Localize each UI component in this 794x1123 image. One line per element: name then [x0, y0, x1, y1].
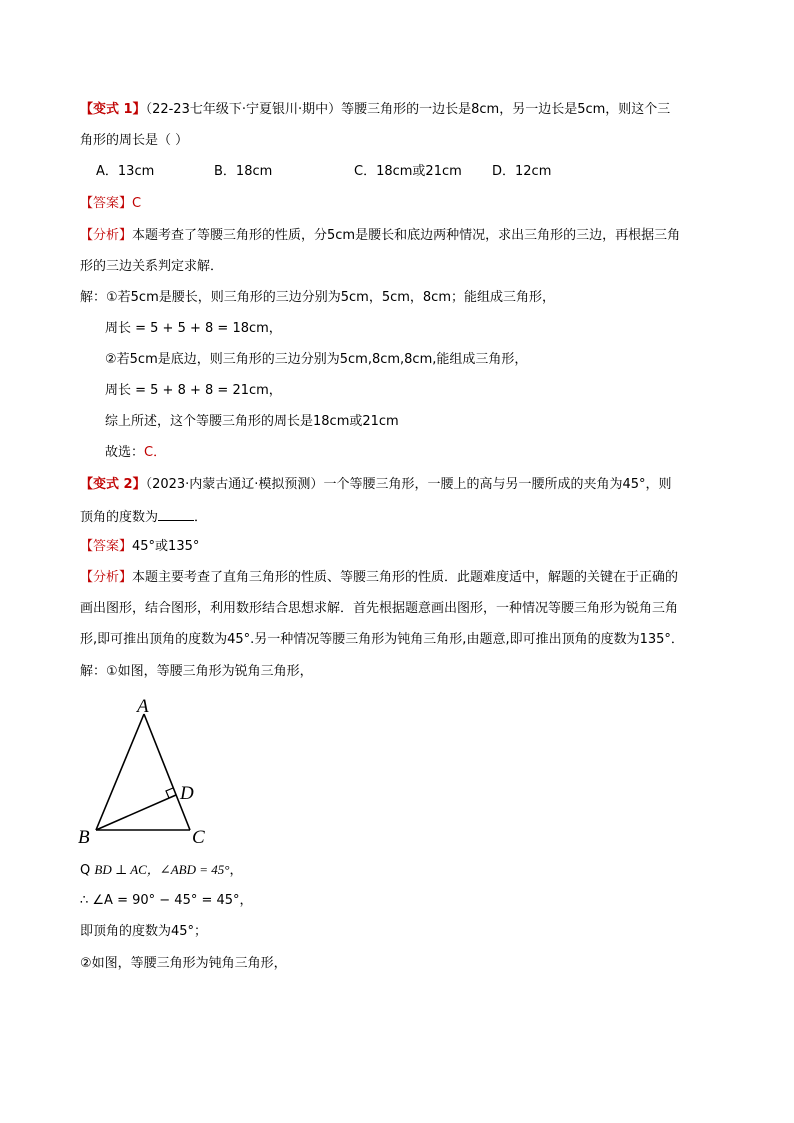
q1-solution-line-5: 综上所述，这个等腰三角形的周长是18cm或21cm	[105, 414, 399, 429]
label-a: A	[137, 696, 149, 717]
answer-blank	[158, 506, 194, 521]
label-c: C	[192, 827, 205, 848]
q2-solution-line-1: 解：①如图，等腰三角形为锐角三角形，	[80, 664, 313, 679]
q1-option-c-text: 18cm或21cm	[376, 164, 462, 179]
q1-stem-1: 等腰三角形的一边长是8cm，另一边长是5cm，则这个三	[341, 102, 671, 117]
q1-answer-tag: 【答案】	[80, 196, 133, 211]
label-b: B	[78, 827, 90, 848]
q2-step-2: ∴ ∠A = 90° − 45° = 45°，	[80, 893, 253, 908]
q1-stem-line-1	[80, 100, 670, 120]
q1-option-a-label: A．	[96, 164, 118, 179]
q1-analysis-line-1	[80, 226, 680, 246]
q2-tag: 【变式 2】	[80, 477, 146, 492]
q1-analysis-tag: 【分析】	[80, 228, 133, 243]
q1-analysis-1: 本题考查了等腰三角形的性质，分5cm是腰长和底边两种情况，求出三角形的三边，再根据三角	[132, 228, 681, 243]
q2-step-1-expr: BD ⊥ AC，∠ABD = 45°	[94, 862, 230, 877]
q2-stem-line-2	[80, 506, 207, 528]
q1-choose-value: C．	[144, 445, 167, 460]
q2-analysis-line-3: 形,即可推出顶角的度数为45°.另一种情况等腰三角形为钝角三角形,由题意,即可推出顶角的度数为135°．	[80, 632, 684, 647]
q2-answer-value: 45°或135°	[132, 539, 200, 554]
q1-solution-line-1: 解：①若5cm是腰长，则三角形的三边分别为5cm，5cm，8cm；能组成三角形，	[80, 290, 555, 305]
q2-stem-1: 一个等腰三角形，一腰上的高与另一腰所成的夹角为45°，则	[323, 477, 672, 492]
q1-solution-line-3: ②若5cm是底边，则三角形的三边分别为5cm,8cm,8cm,能组成三角形，	[105, 352, 528, 367]
q1-solution-line-4: 周长 = 5 + 8 + 8 = 21cm，	[105, 383, 282, 398]
q1-choose-prefix: 故选：	[105, 445, 145, 460]
q1-option-c-label: C．	[354, 164, 377, 179]
q1-option-d-text: 12cm	[515, 164, 552, 179]
q1-answer-line	[80, 194, 141, 214]
q2-step-3: 即顶角的度数为45°；	[80, 924, 208, 939]
q1-option-b-text: 18cm	[235, 164, 273, 179]
q2-analysis-line-2: 画出图形，结合图形，利用数形结合思想求解．首先根据题意画出图形，一种情况等腰三角形为锐角三角	[80, 601, 679, 616]
q2-source: （2023·内蒙古通辽·模拟预测）	[145, 477, 324, 492]
label-d: D	[180, 783, 194, 804]
q1-tag: 【变式 1】	[80, 102, 146, 117]
q2-step-1-suffix: ，	[229, 863, 243, 878]
q1-solution-line-2: 周长 = 5 + 5 + 8 = 18cm，	[105, 321, 282, 336]
q1-option-b	[214, 162, 272, 182]
q1-stem-line-2: 角形的周长是（ ）	[80, 133, 189, 148]
q1-option-c	[354, 162, 462, 182]
side-ac	[144, 714, 190, 830]
q2-answer-line	[80, 537, 199, 557]
q1-choose-line	[105, 443, 166, 463]
q1-option-a	[96, 162, 154, 182]
q1-option-a-text: 13cm	[117, 164, 155, 179]
q2-answer-tag: 【答案】	[80, 539, 133, 554]
q1-option-b-label: B．	[214, 164, 236, 179]
q1-option-d-label: D．	[492, 164, 516, 179]
q1-answer-value: C	[132, 196, 142, 211]
q1-analysis-line-2: 形的三边关系判定求解．	[80, 259, 224, 274]
acute-triangle-figure	[70, 692, 220, 852]
because-symbol: Q	[80, 863, 95, 878]
q2-stem-2-after: ．	[194, 510, 208, 525]
q2-analysis-line-1	[80, 568, 678, 588]
q2-stem-2-before: 顶角的度数为	[80, 510, 159, 525]
q2-analysis-tag: 【分析】	[80, 570, 133, 585]
q1-option-d	[492, 162, 551, 182]
q2-analysis-1: 本题主要考查了直角三角形的性质、等腰三角形的性质．此题难度适中，解题的关键在于正确的	[132, 570, 679, 585]
q2-step-1	[80, 860, 242, 881]
q2-stem-line-1	[80, 475, 671, 495]
q2-solution-line-2: ②如图，等腰三角形为钝角三角形，	[80, 956, 287, 971]
q1-source: （22-23七年级下·宁夏银川·期中）	[145, 102, 342, 117]
